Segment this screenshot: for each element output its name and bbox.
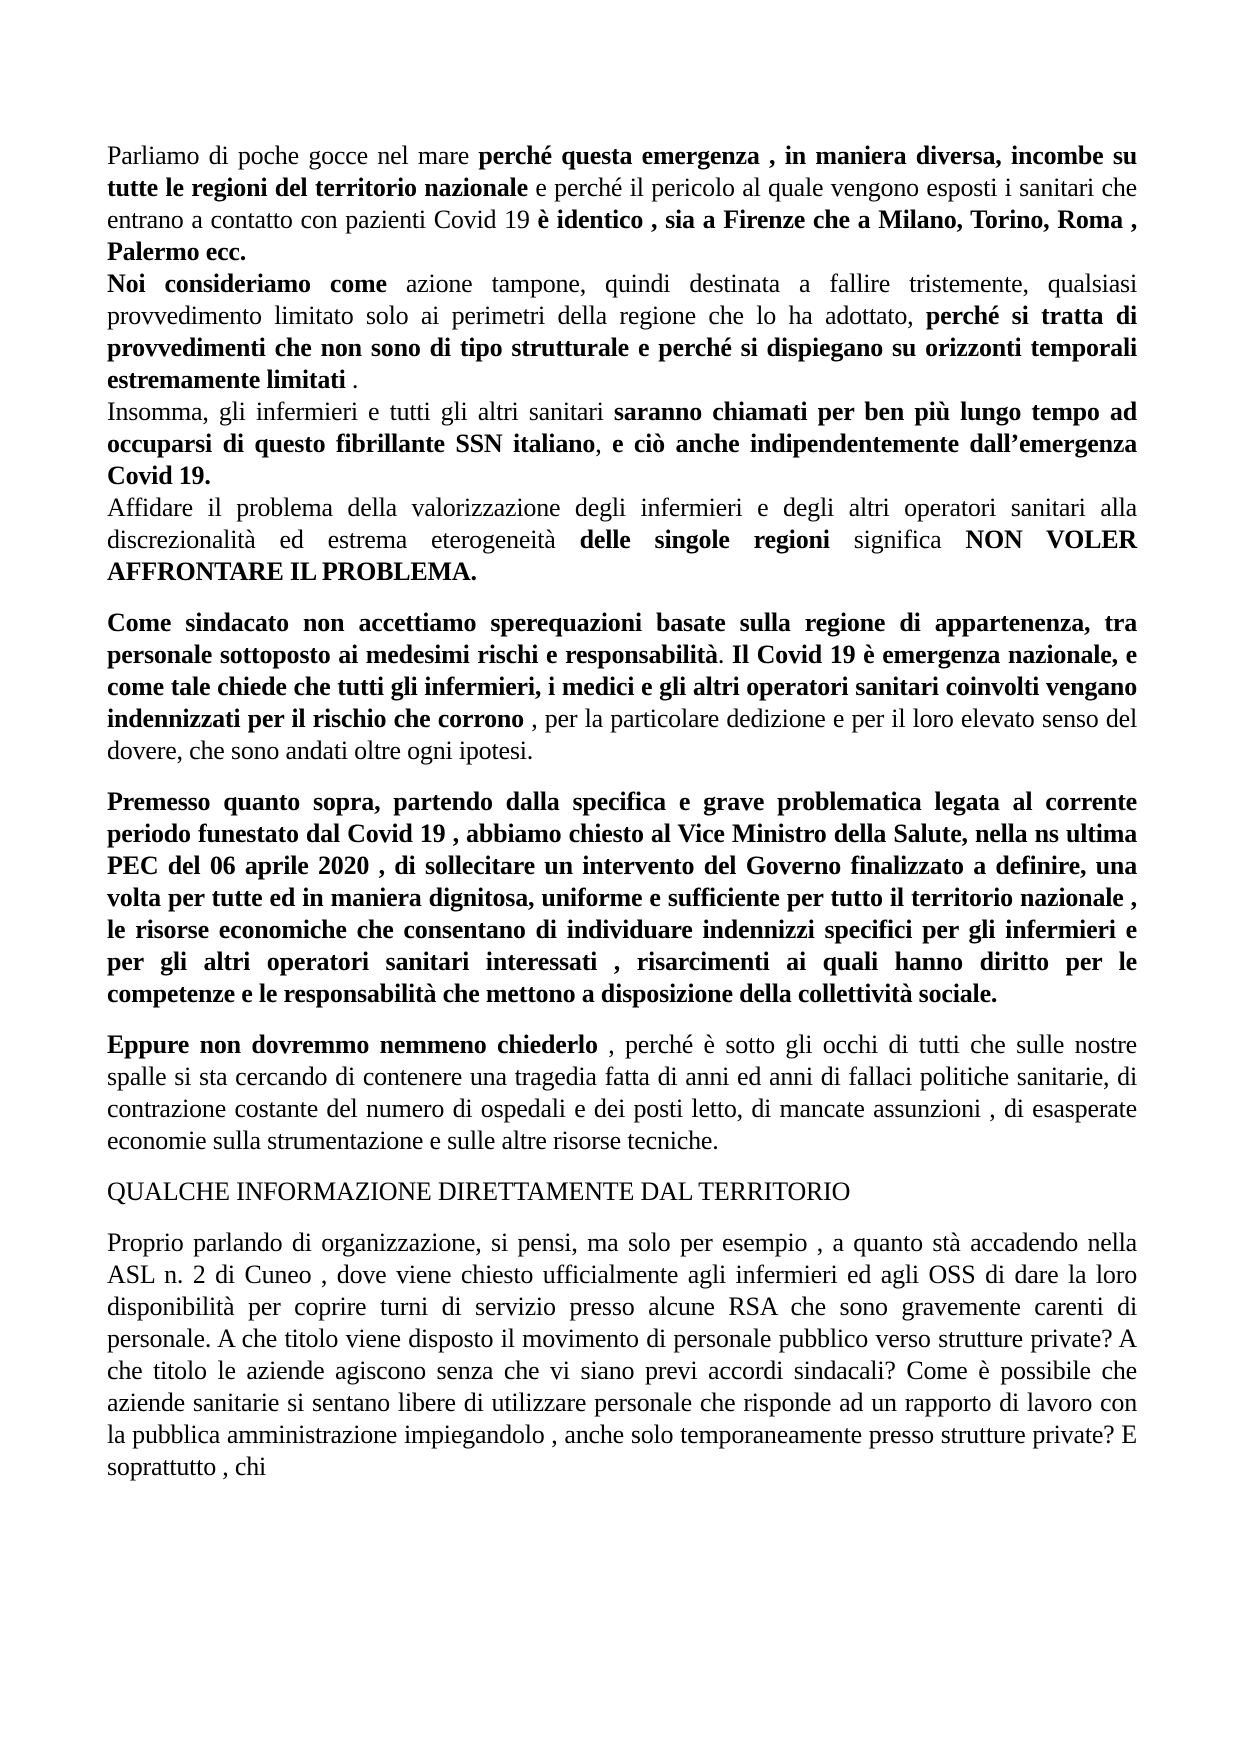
bold-text-run: perché si tratta di provvedimenti che non sono di tipo strutturale e perché si dispiegano su orizzonti temporali estremamente limitati: [107, 301, 1137, 394]
text-run: .: [717, 640, 732, 669]
section-heading: [107, 1176, 1137, 1208]
text-run: Insomma, gli infermieri e tutti gli altri sanitari: [107, 397, 614, 426]
paragraph: [107, 1029, 1137, 1157]
bold-text-run: Come sindacato non accettiamo sperequazioni basate sulla regione di appartenenza, tra personale sottoposto ai medesimi rischi e responsabilità: [107, 608, 1137, 669]
text-run: QUALCHE INFORMAZIONE DIRETTAMENTE DAL TERRITORIO: [107, 1177, 851, 1206]
paragraph: [107, 396, 1137, 492]
text-run: ,: [595, 429, 612, 458]
paragraph: [107, 492, 1137, 588]
bold-text-run: è identico , sia a Firenze che a Milano, Torino, Roma , Palermo ecc.: [107, 205, 1138, 266]
bold-text-run: Il Covid 19 è emergenza nazionale, e come tale chiede che tutti gli infermieri, i medici e gli altri operatori sanitari coinvolti vengano indennizzati per il rischio che corrono: [107, 640, 1138, 733]
bold-text-run: saranno chiamati per ben più lungo tempo ad occuparsi di questo fibrillante SSN italiano: [107, 397, 1137, 458]
bold-text-run: Eppure non dovremmo nemmeno chiederlo: [107, 1030, 598, 1059]
text-run: , per la particolare dedizione e per il loro elevato senso del dovere, che sono andati oltre ogni ipotesi.: [107, 704, 1137, 765]
paragraph: [107, 607, 1137, 767]
text-run: Proprio parlando di organizzazione, si pensi, ma solo per esempio , a quanto stà accadendo nella ASL n. 2 di Cuneo , dove viene chiesto ufficialmente agli infermieri ed agli OSS di dare la loro disponibilità per coprire turni di servizio presso alcune RSA che sono gravemente carenti di personale. A che titolo viene disposto il movimento di personale pubblico verso strutture private? A che titolo le aziende agiscono senza che vi siano previ accordi sindacali? Come è possibile che aziende sanitarie si sentano libere di utilizzare personale che risponde ad un rapporto di lavoro con la pubblica amministrazione impiegandolo , anche solo temporaneamente presso strutture private? E soprattutto , chi: [107, 1228, 1137, 1481]
bold-text-run: delle singole regioni: [579, 525, 830, 554]
paragraph: [107, 268, 1137, 396]
paragraph: [107, 786, 1137, 1010]
bold-text-run: NON VOLER AFFRONTARE IL PROBLEMA.: [107, 525, 1137, 586]
text-run: azione tampone, quindi destinata a fallire tristemente, qualsiasi provvedimento limitato solo ai perimetri della regione che lo ha adottato,: [107, 269, 1137, 330]
document-body: [107, 140, 1137, 1483]
paragraph: [107, 140, 1137, 268]
text-run: .: [345, 365, 359, 394]
bold-text-run: perché questa emergenza , in maniera diversa, incombe su tutte le regioni del territorio nazionale: [107, 141, 1137, 202]
paragraph: [107, 1227, 1137, 1483]
text-run: Affidare il problema della valorizzazione degli infermieri e degli altri operatori sanitari alla discrezionalità ed estrema eterogeneità: [107, 493, 1137, 554]
text-run: Parliamo di poche gocce nel mare: [107, 141, 479, 170]
text-run: , perché è sotto gli occhi di tutti che sulle nostre spalle si sta cercando di contenere una tragedia fatta di anni ed anni di fallaci politiche sanitarie, di contrazione costante del numero di ospedali e dei posti letto, di mancate assunzioni , di esasperate economie sulla strumentazione e sulle altre risorse tecniche.: [107, 1030, 1137, 1155]
bold-text-run: Noi consideriamo come: [107, 269, 387, 298]
text-run: significa: [829, 525, 966, 554]
bold-text-run: e ciò anche indipendentemente dall’emergenza Covid 19.: [107, 429, 1137, 490]
bold-text-run: Premesso quanto sopra, partendo dalla specifica e grave problematica legata al corrente periodo funestato dal Covid 19 , abbiamo chiesto al Vice Ministro della Salute, nella ns ultima PEC del 06 aprile 2020 , di sollecitare un intervento del Governo finalizzato a definire, una volta per tutte ed in maniera dignitosa, uniforme e sufficiente per tutto il territorio nazionale , le risorse economiche che consentano di individuare indennizzi specifici per gli infermieri e per gli altri operatori sanitari interessati , risarcimenti ai quali hanno diritto per le competenze e le responsabilità che mettono a disposizione della collettività sociale.: [107, 787, 1137, 1008]
text-run: e perché il pericolo al quale vengono esposti i sanitari che entrano a contatto con pazienti Covid 19: [107, 173, 1138, 234]
